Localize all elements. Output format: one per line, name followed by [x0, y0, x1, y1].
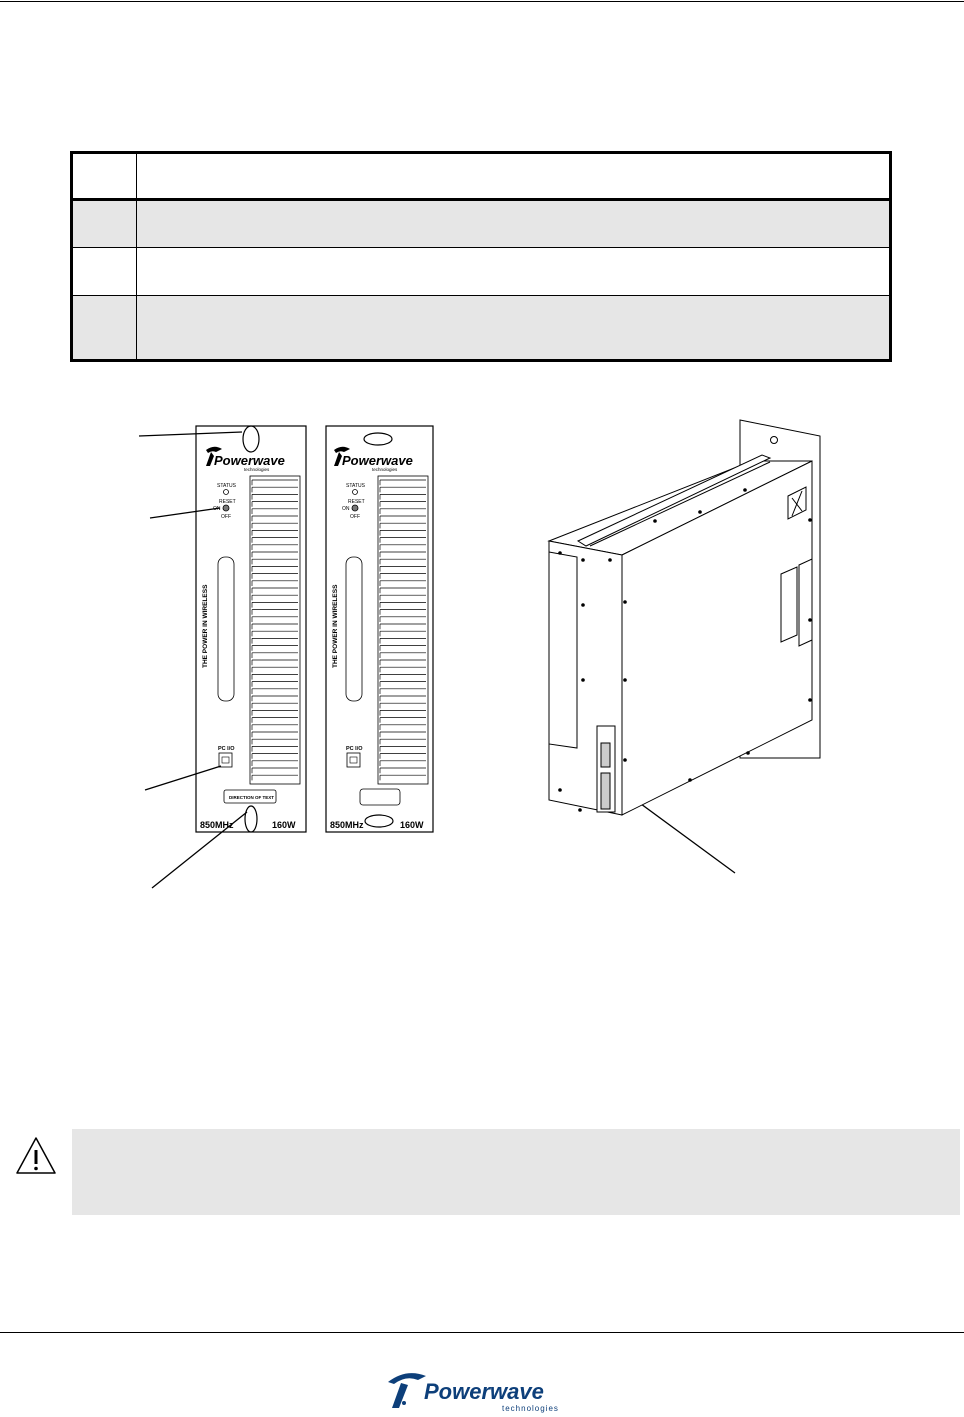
screw-icon — [558, 788, 562, 792]
spec-table — [70, 151, 892, 362]
screw-icon — [653, 519, 657, 523]
status-label: STATUS — [346, 483, 365, 489]
reset-switch-icon — [352, 505, 358, 511]
reset-label: RESET — [348, 499, 365, 505]
amplifier-isometric — [549, 420, 820, 815]
table-row — [73, 296, 889, 359]
reset-switch-icon — [223, 505, 229, 511]
screw-icon — [581, 678, 585, 682]
screw-icon — [608, 558, 612, 562]
panel-brand-sub: technologies — [372, 467, 398, 472]
pc-io-label: PC I/O — [346, 746, 363, 752]
front-panel-right — [326, 426, 433, 832]
slogan: THE POWER IN WIRELESS — [332, 584, 339, 668]
table-row — [73, 201, 889, 247]
footer-logo — [384, 1368, 574, 1414]
screw-icon — [581, 603, 585, 607]
screw-icon — [746, 751, 750, 755]
power-label: 160W — [272, 820, 296, 830]
caution-box — [72, 1129, 960, 1215]
screw-icon — [698, 510, 702, 514]
powerwave-logo-icon — [388, 1373, 426, 1408]
warning-triangle-icon — [14, 1135, 58, 1177]
table-header-row — [73, 154, 889, 198]
header-rule — [0, 1, 964, 2]
pc-io-label: PC I/O — [218, 746, 235, 752]
footer-brand: Powerwave — [424, 1379, 544, 1404]
panel-brand-sub: technologies — [244, 467, 270, 472]
screw-icon — [808, 618, 812, 622]
table-row — [73, 248, 889, 295]
screw-icon — [623, 678, 627, 682]
screw-icon — [688, 778, 692, 782]
screw-icon — [808, 698, 812, 702]
screw-icon — [578, 808, 582, 812]
footer-rule — [0, 1332, 964, 1333]
status-label: STATUS — [217, 483, 236, 489]
screw-icon — [558, 551, 562, 555]
screw-icon — [623, 600, 627, 604]
direction-label: DIRECTION OF TEXT — [229, 795, 274, 800]
off-label: OFF — [221, 514, 231, 520]
panel-brand: Powerwave — [342, 453, 413, 468]
on-label: ON — [213, 506, 221, 512]
screw-icon — [581, 558, 585, 562]
front-panel-left — [196, 426, 306, 832]
screw-icon — [623, 758, 627, 762]
frequency-label: 850MHz — [330, 820, 364, 830]
amplifier-figure — [0, 400, 964, 900]
frequency-label: 850MHz — [200, 820, 234, 830]
panel-brand: Powerwave — [214, 453, 285, 468]
off-label: OFF — [350, 514, 360, 520]
footer-brand-sub: technologies — [502, 1404, 559, 1413]
screw-icon — [743, 488, 747, 492]
slogan: THE POWER IN WIRELESS — [202, 584, 209, 668]
column-divider — [136, 154, 137, 359]
screw-icon — [808, 518, 812, 522]
reset-label: RESET — [219, 499, 236, 505]
power-label: 160W — [400, 820, 424, 830]
on-label: ON — [342, 506, 350, 512]
